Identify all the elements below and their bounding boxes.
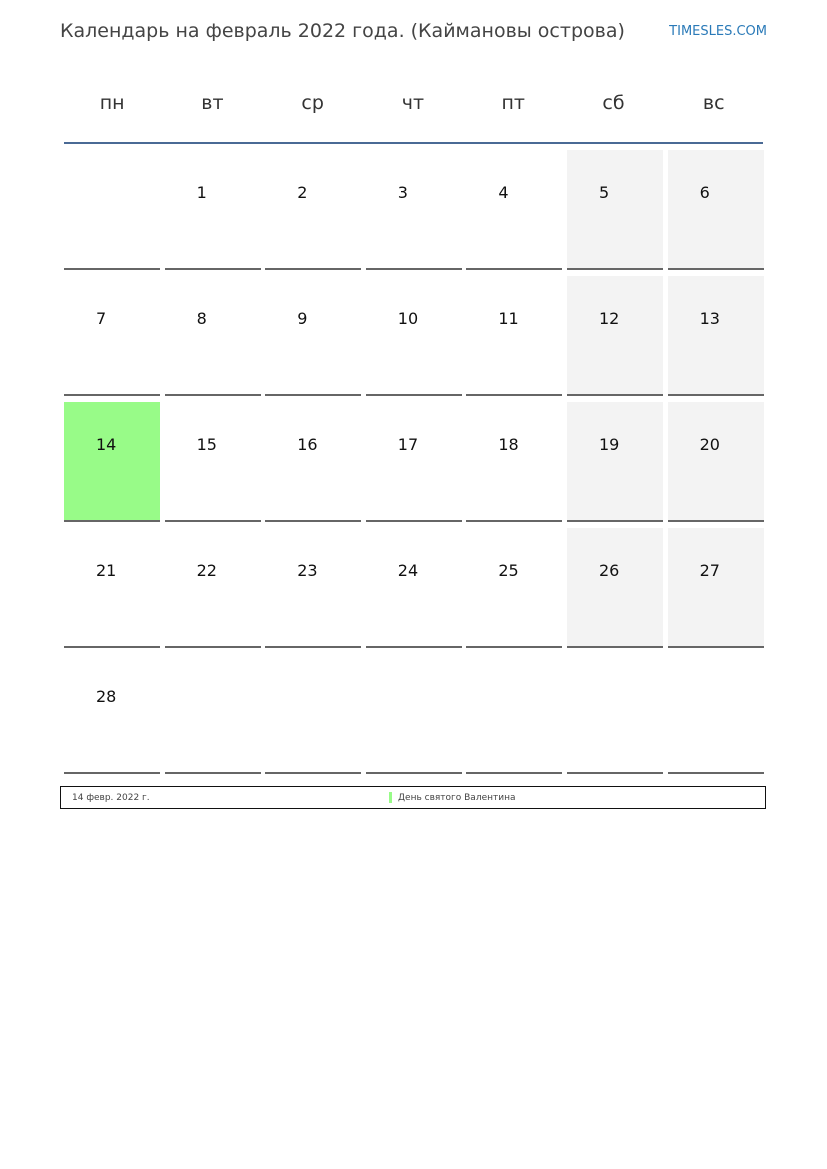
day-cell bbox=[567, 528, 663, 648]
day-number: 6 bbox=[699, 183, 710, 202]
day-number: 19 bbox=[598, 435, 620, 454]
day-cell bbox=[668, 654, 764, 774]
weekday-tuesday: вт bbox=[201, 92, 224, 114]
day-cell bbox=[64, 528, 160, 648]
day-cell bbox=[265, 528, 361, 648]
legend-holiday-name: День святого Валентина bbox=[398, 793, 516, 803]
day-number: 17 bbox=[397, 435, 419, 454]
day-cell bbox=[165, 654, 261, 774]
day-cell bbox=[668, 150, 764, 270]
day-cell bbox=[366, 402, 462, 522]
day-cell bbox=[165, 402, 261, 522]
day-cell bbox=[265, 402, 361, 522]
day-cell bbox=[466, 402, 562, 522]
weekday-friday: пт bbox=[501, 92, 525, 114]
day-number: 16 bbox=[297, 435, 318, 454]
day-number: 24 bbox=[397, 561, 419, 580]
weekday-sunday: вс bbox=[702, 92, 725, 114]
day-number: 26 bbox=[598, 561, 620, 580]
weekday-header-row bbox=[62, 80, 764, 130]
day-cell bbox=[366, 654, 462, 774]
day-number: 3 bbox=[397, 183, 408, 202]
weekday-wednesday: ср bbox=[301, 92, 324, 114]
day-number: 10 bbox=[397, 309, 419, 328]
day-cell bbox=[366, 150, 462, 270]
day-cell bbox=[165, 528, 261, 648]
day-number: 18 bbox=[498, 435, 519, 454]
day-cell bbox=[668, 528, 764, 648]
day-number: 27 bbox=[699, 561, 720, 580]
day-number: 21 bbox=[96, 561, 117, 580]
day-cell bbox=[64, 150, 160, 270]
day-cell bbox=[466, 150, 562, 270]
day-number: 1 bbox=[196, 183, 207, 202]
day-cell bbox=[165, 150, 261, 270]
day-number: 14 bbox=[96, 435, 117, 454]
legend-color-marker bbox=[389, 792, 392, 803]
day-cell bbox=[668, 402, 764, 522]
holiday-legend bbox=[60, 786, 766, 809]
day-cell bbox=[567, 402, 663, 522]
day-cell bbox=[668, 276, 764, 396]
day-number: 4 bbox=[498, 183, 509, 202]
day-cell bbox=[64, 654, 160, 774]
day-cell bbox=[567, 654, 663, 774]
day-cell bbox=[165, 276, 261, 396]
day-number: 7 bbox=[96, 309, 107, 328]
legend-date: 14 февр. 2022 г. bbox=[72, 793, 150, 803]
day-number: 13 bbox=[699, 309, 720, 328]
weekday-monday: пн bbox=[99, 92, 125, 114]
day-number: 5 bbox=[598, 183, 610, 202]
weekday-thursday: чт bbox=[401, 92, 425, 114]
weekday-saturday: сб bbox=[602, 92, 625, 114]
day-cell bbox=[366, 528, 462, 648]
day-number: 23 bbox=[297, 561, 318, 580]
day-cell bbox=[265, 276, 361, 396]
day-number: 20 bbox=[699, 435, 720, 454]
day-cell bbox=[64, 276, 160, 396]
day-cell bbox=[466, 276, 562, 396]
calendar-grid bbox=[64, 150, 764, 774]
day-number: 28 bbox=[96, 687, 117, 706]
day-cell bbox=[466, 528, 562, 648]
day-number: 15 bbox=[196, 435, 217, 454]
day-number: 22 bbox=[196, 561, 217, 580]
day-number: 25 bbox=[498, 561, 519, 580]
day-cell-holiday bbox=[64, 402, 160, 522]
page-title: Календарь на февраль 2022 года. (Каймановы острова) bbox=[60, 20, 625, 42]
day-cell bbox=[567, 150, 663, 270]
day-number: 12 bbox=[598, 309, 620, 328]
header-divider bbox=[64, 142, 763, 144]
day-cell bbox=[265, 150, 361, 270]
day-number: 8 bbox=[196, 309, 207, 328]
day-number: 9 bbox=[297, 309, 308, 328]
day-cell bbox=[466, 654, 562, 774]
day-cell bbox=[567, 276, 663, 396]
day-number: 2 bbox=[297, 183, 308, 202]
day-cell bbox=[265, 654, 361, 774]
site-link[interactable]: TIMESLES.COM bbox=[669, 24, 767, 39]
day-cell bbox=[366, 276, 462, 396]
day-number: 11 bbox=[498, 309, 519, 328]
